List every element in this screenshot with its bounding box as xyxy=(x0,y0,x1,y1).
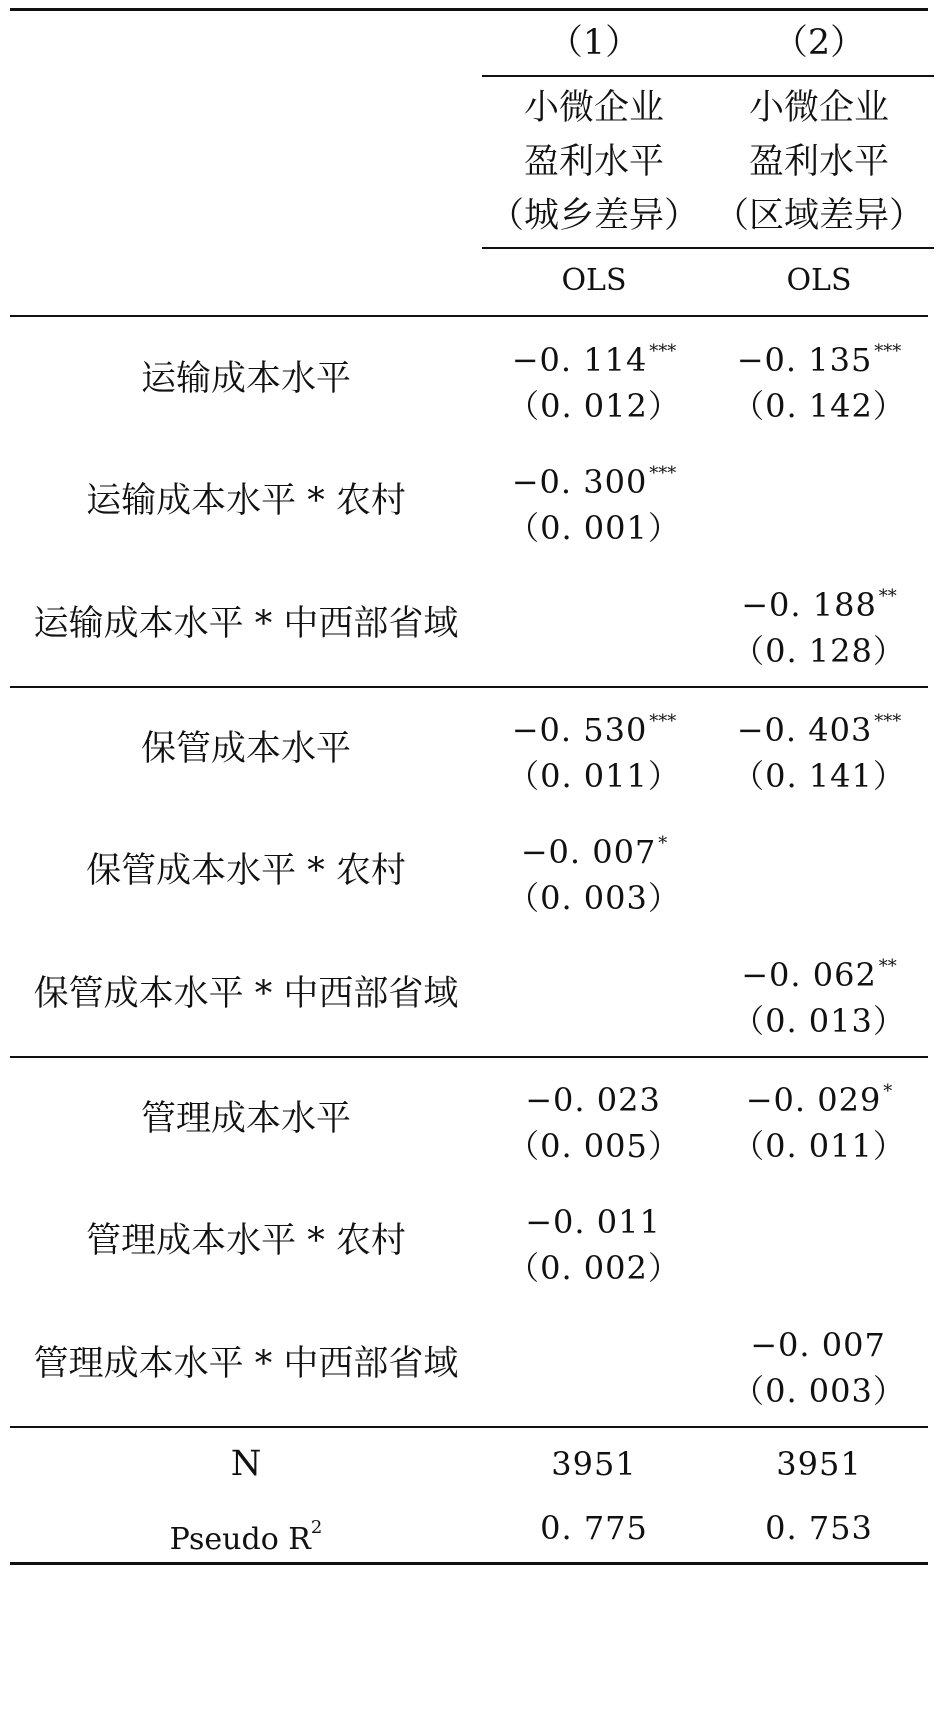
row-label: 运输成本水平 xyxy=(140,359,351,399)
row-label: 保管成本水平 xyxy=(140,729,351,769)
top-rule xyxy=(10,8,928,11)
section-rule-3 xyxy=(10,1426,928,1428)
se-cell: （0. 142） xyxy=(732,387,906,425)
row-label: 运输成本水平 * 农村 xyxy=(86,481,406,521)
coef-cell: −0. 403 *** xyxy=(736,711,902,749)
coef-cell: −0. 023 xyxy=(525,1081,661,1119)
se-cell: （0. 128） xyxy=(732,632,906,670)
col1-title-line3: （城乡差异） xyxy=(488,196,699,236)
coef-cell: −0. 007 * xyxy=(520,833,668,871)
section-rule-1 xyxy=(10,686,928,688)
se-cell: （0. 005） xyxy=(507,1127,681,1165)
se-cell: （0. 002） xyxy=(507,1249,681,1287)
se-cell: （0. 001） xyxy=(507,509,681,547)
header-partial-rule-2 xyxy=(482,247,934,249)
n-label: N xyxy=(230,1444,262,1484)
row-label: 保管成本水平 * 农村 xyxy=(86,851,406,891)
header-bottom-rule xyxy=(10,315,928,317)
col2-method: OLS xyxy=(786,263,852,298)
col1-method: OLS xyxy=(561,263,627,298)
row-label: 管理成本水平 xyxy=(140,1099,351,1139)
coef-cell: −0. 188 ** xyxy=(741,586,897,624)
col1-number: （1） xyxy=(547,23,641,63)
coef-cell: −0. 114 *** xyxy=(511,341,677,379)
pseudo-r2-col2: 0. 753 xyxy=(765,1509,873,1547)
se-cell: （0. 013） xyxy=(732,1002,906,1040)
se-cell: （0. 012） xyxy=(507,387,681,425)
coef-cell: −0. 530 *** xyxy=(511,711,677,749)
col1-title-line1: 小微企业 xyxy=(523,88,664,128)
coef-cell: −0. 029 * xyxy=(745,1081,893,1119)
pseudo-r2-label: Pseudo $R^2$ xyxy=(169,1517,323,1557)
n-value-col2: 3951 xyxy=(776,1445,862,1483)
col2-number: （2） xyxy=(772,23,866,63)
header-partial-rule-1 xyxy=(482,75,934,77)
row-label: 管理成本水平 * 中西部省域 xyxy=(33,1344,459,1384)
se-cell: （0. 011） xyxy=(732,1127,906,1165)
col2-title-line1: 小微企业 xyxy=(748,88,889,128)
coef-cell: −0. 300 *** xyxy=(511,463,677,501)
coef-cell: −0. 135 *** xyxy=(736,341,902,379)
col1-title-line2: 盈利水平 xyxy=(523,142,664,182)
se-cell: （0. 003） xyxy=(507,879,681,917)
coef-cell: −0. 007 xyxy=(750,1326,886,1364)
row-label: 管理成本水平 * 农村 xyxy=(86,1221,406,1261)
n-value-col1: 3951 xyxy=(551,1445,637,1483)
coef-cell: −0. 011 xyxy=(525,1203,661,1241)
section-rule-2 xyxy=(10,1056,928,1058)
coef-cell: −0. 062 ** xyxy=(741,956,897,994)
row-label: 运输成本水平 * 中西部省域 xyxy=(33,604,459,644)
row-label: 保管成本水平 * 中西部省域 xyxy=(33,974,459,1014)
col2-title-line2: 盈利水平 xyxy=(748,142,889,182)
se-cell: （0. 011） xyxy=(507,757,681,795)
col2-title-line3: （区域差异） xyxy=(713,196,924,236)
pseudo-r2-col1: 0. 775 xyxy=(540,1509,648,1547)
se-cell: （0. 003） xyxy=(732,1372,906,1410)
se-cell: （0. 141） xyxy=(732,757,906,795)
